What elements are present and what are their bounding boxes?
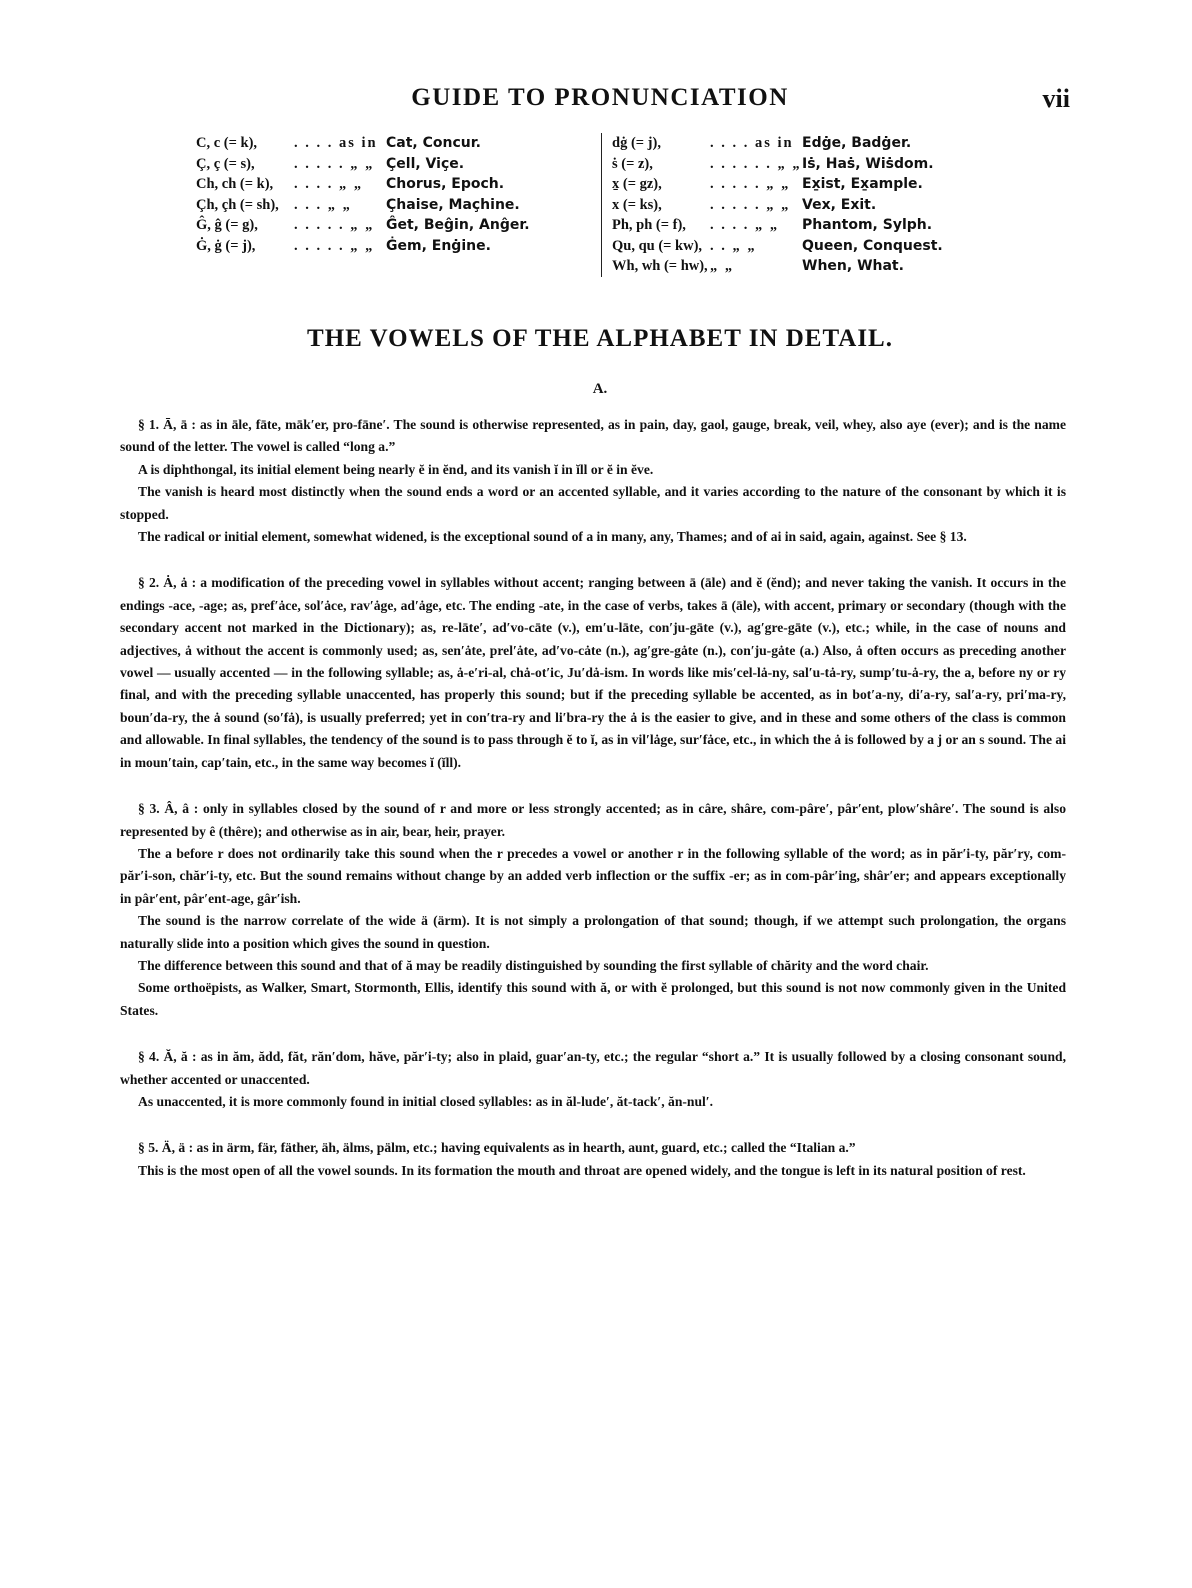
key-symbol: x (= ks), bbox=[612, 196, 662, 213]
section-paragraph-lead: § 4. Ă, ă : as in ăm, ădd, făt, răn′dom, hăve, păr′i-ty; also in plaid, guar′an-ty, etc.; the regular “short a.” It is usually followed by a closing consonant sound, whether accented or unaccented. bbox=[120, 1049, 1066, 1087]
key-row bbox=[612, 215, 1027, 236]
key-dots bbox=[294, 154, 386, 175]
key-row bbox=[612, 174, 1027, 195]
key-row bbox=[612, 236, 1027, 257]
key-column-right bbox=[601, 133, 1027, 277]
key-symbol: Ĝ, ĝ (= g), bbox=[196, 217, 258, 233]
key-symbol: dġ (= j), bbox=[612, 135, 661, 151]
section-paragraph: As unaccented, it is more commonly found in initial closed syllables: as in ăl-lude′, ăt-tack′, ăn-nul′. bbox=[138, 1093, 714, 1109]
key-dots bbox=[710, 215, 802, 236]
key-examples: Queen, Conquest. bbox=[802, 237, 943, 254]
key-row bbox=[612, 256, 1027, 277]
key-as-in: „ „ bbox=[755, 217, 780, 233]
key-row bbox=[196, 195, 591, 216]
key-dot-leader: . . . . bbox=[294, 176, 334, 192]
key-dot-leader: . . . . . bbox=[294, 237, 345, 254]
key-as-in: „ „ bbox=[766, 176, 791, 192]
key-dots bbox=[710, 256, 802, 277]
key-column-left bbox=[196, 133, 591, 256]
vowel-section bbox=[120, 1137, 1066, 1182]
key-row bbox=[196, 154, 591, 175]
key-symbol: Qu, qu (= kw), bbox=[612, 237, 703, 254]
section-paragraph: Some orthoëpists, as Walker, Smart, Stormonth, Ellis, identify this sound with ă, or with ĕ prolonged, but this sound is not now commonly given in the United States. bbox=[120, 980, 1066, 1018]
key-row bbox=[612, 154, 1027, 175]
key-examples: Iṡ, Haṡ, Wiṡdom. bbox=[802, 155, 934, 172]
section-paragraph: The vanish is heard most distinctly when the sound ends a word or an accented syllable, and it varies according to the nature of the consonant by which it is stopped. bbox=[120, 484, 1066, 522]
pronunciation-key-table bbox=[196, 133, 1016, 274]
section-paragraph-lead: § 2. Ȧ, ȧ : a modification of the preceding vowel in syllables without accent; ranging between ā (āle) and ĕ (ĕnd); and never taking the vanish. It occurs in the endings -ace, -age; as, pref′ȧce, sol′ȧce, rav′ȧge, ad′ȧge, etc. The ending -ate, in the case of verbs, takes ā (āle), with accent, primary or secondary (though with the secondary accent not marked in the Dictionary); as, re-lāte′, ad′vo-cāte (v.), em′u-lāte, con′ju-gāte (v.), ag′gre-gāte (v.), etc.; while, in the case of nouns and adjectives, ȧ without the accent is commonly used; as, sen′ȧte, prel′ȧte, ad′vo-cȧte (n.), ag′gre-gȧte (n.), con′ju-gȧte (a.) Also, ȧ often occurs as preceding another vowel — usually accented — in the following syllable; as, ȧ-e′ri-al, chȧ-ot′ic, Ju′dȧ-ism. In words like mis′cel-lȧ-ny, sal′u-tȧ-ry, sump′tu-ȧ-ry, the a, before ny or ry final, and with the preceding syllable unaccented, has properly this sound; but if the preceding syllable be accented, as in bot′a-ny, di′a-ry, sal′a-ry, pri′ma-ry, boun′da-ry, the ȧ sound (so′fȧ), is usually preferred; yet in con′tra-ry and li′bra-ry the ȧ is the easier to give, and in these and some others of the class is common and allowable. In final syllables, the tendency of the sound is to pass through ĕ to ĭ, as in vil′lȧge, sur′fȧce, etc., in which the ȧ is followed by a j or an s sound. The ai in moun′tain, cap′tain, etc., in the same way becomes ĭ (ĭll). bbox=[120, 575, 1066, 770]
key-symbol: Çh, çh (= sh), bbox=[196, 196, 279, 213]
key-examples: When, What. bbox=[802, 258, 904, 274]
key-as-in: „ „ bbox=[350, 237, 375, 254]
key-examples: Edġe, Badġer. bbox=[802, 135, 912, 151]
running-title: GUIDE TO PRONUNCIATION bbox=[411, 84, 789, 111]
page-number: vii bbox=[1042, 84, 1070, 113]
key-as-in: „ „ bbox=[777, 155, 802, 172]
key-dot-leader: . . . . bbox=[710, 135, 750, 151]
key-dot-leader: . . . . . bbox=[294, 217, 345, 233]
section-paragraph: A is diphthongal, its initial element being nearly ĕ in ĕnd, and its vanish ĭ in ĭll or ĕ in ĕve. bbox=[138, 461, 654, 477]
key-dot-leader: . . . . . . bbox=[710, 155, 772, 172]
vowel-section bbox=[120, 572, 1066, 774]
section-paragraph: This is the most open of all the vowel sounds. In its formation the mouth and throat are opened widely, and the tongue is left in its natural position of rest. bbox=[138, 1162, 1026, 1178]
key-dot-leader: . . . . bbox=[294, 135, 334, 151]
vowel-section bbox=[120, 798, 1066, 1022]
key-dots bbox=[710, 174, 802, 195]
key-row bbox=[196, 174, 591, 195]
key-dot-leader: . . bbox=[710, 237, 727, 254]
key-dots bbox=[294, 215, 386, 236]
key-as-in: as in bbox=[755, 135, 794, 151]
section-paragraph-lead: § 1. Ā, ā : as in āle, fāte, māk′er, pro-fāne′. The sound is otherwise represented, as in pain, day, gaol, gauge, break, veil, whey, also aye (ever); and is the name sound of the letter. The vowel is called “long a.” bbox=[120, 417, 1066, 455]
key-dots bbox=[294, 174, 386, 195]
key-dots bbox=[710, 236, 802, 257]
key-row bbox=[612, 133, 1027, 154]
key-dots bbox=[294, 133, 386, 154]
key-dot-leader: . . . . . bbox=[710, 196, 761, 213]
key-symbol: Ġ, ġ (= j), bbox=[196, 237, 256, 254]
section-paragraph: The radical or initial element, somewhat widened, is the exceptional sound of a in many, any, Thames; and of ai in said, again, against. See § 13. bbox=[138, 529, 967, 545]
section-paragraph: The difference between this sound and that of ă may be readily distinguished by sounding the first syllable of chărity and the word chair. bbox=[138, 957, 929, 973]
key-examples: Çhaise, Maçhine. bbox=[386, 196, 520, 213]
key-as-in: „ „ bbox=[339, 176, 364, 192]
key-examples: Ġem, Enġine. bbox=[386, 237, 491, 254]
vowel-section bbox=[120, 414, 1066, 548]
section-paragraph: The sound is the narrow correlate of the wide ä (ärm). It is not simply a prolongation of that sound; though, if we attempt such prolongation, the organs naturally slide into a position which gives the sound in question. bbox=[120, 913, 1066, 951]
key-as-in: „ „ bbox=[350, 155, 375, 172]
page-header bbox=[120, 84, 1080, 124]
key-symbol: Ç, ç (= s), bbox=[196, 155, 255, 172]
key-row bbox=[196, 133, 591, 154]
key-symbol: Ph, ph (= f), bbox=[612, 217, 686, 233]
key-dot-leader: . . . . . bbox=[294, 155, 345, 172]
key-as-in: as in bbox=[339, 135, 378, 151]
key-examples: Çell, Viçe. bbox=[386, 155, 465, 172]
key-symbol: C, c (= k), bbox=[196, 135, 258, 151]
section-title: THE VOWELS OF THE ALPHABET IN DETAIL. bbox=[307, 325, 893, 352]
section-paragraph-lead: § 5. Ä, ä : as in ärm, fär, fäther, äh, älms, pälm, etc.; having equivalents as in hearth, aunt, guard, etc.; called the “Italian a.” bbox=[138, 1140, 856, 1156]
key-dots bbox=[294, 236, 386, 257]
key-symbol: Wh, wh (= hw), bbox=[612, 258, 708, 274]
key-examples: Ex̱ist, Ex̱ample. bbox=[802, 176, 923, 192]
key-row bbox=[196, 236, 591, 257]
key-row bbox=[612, 195, 1027, 216]
key-row bbox=[196, 215, 591, 236]
key-dots bbox=[294, 195, 386, 216]
key-symbol: ṡ (= z), bbox=[612, 155, 653, 172]
key-dots bbox=[710, 133, 802, 154]
key-examples: Ĝet, Beĝin, Anĝer. bbox=[386, 217, 530, 233]
body-text bbox=[120, 414, 1066, 1206]
key-dot-leader: . . . . bbox=[710, 217, 750, 233]
key-as-in: „ „ bbox=[732, 237, 757, 254]
key-examples: Phantom, Sylph. bbox=[802, 217, 933, 233]
key-dot-leader: . . . . . bbox=[710, 176, 761, 192]
key-as-in: „ „ bbox=[710, 258, 735, 274]
key-dot-leader: . . . bbox=[294, 196, 323, 213]
key-as-in: „ „ bbox=[350, 217, 375, 233]
key-as-in: „ „ bbox=[327, 196, 352, 213]
key-symbol: Ch, ch (= k), bbox=[196, 176, 274, 192]
key-dots bbox=[710, 195, 802, 216]
key-examples: Chorus, Epoch. bbox=[386, 176, 505, 192]
key-as-in: „ „ bbox=[766, 196, 791, 213]
section-paragraph-lead: § 3. Â, â : only in syllables closed by the sound of r and more or less strongly accented; as in câre, shâre, com-pâre′, pâr′ent, plow′shâre′. The sound is also represented by ê (thêre); and otherwise as in air, bear, heir, prayer. bbox=[120, 801, 1066, 839]
section-paragraph: The a before r does not ordinarily take this sound when the r precedes a vowel or another r in the following syllable of the word; as in păr′i-ty, păr′ry, com-păr′i-son, chăr′i-ty, etc. But the sound remains without change by an added verb inflection or the suffix -er; as in com-pâr′ing, shâr′er; and appears exceptionally in pâr′ent, pâr′ent-age, gâr′ish. bbox=[120, 845, 1066, 906]
key-examples: Cat, Concur. bbox=[386, 135, 481, 151]
key-symbol: x̱ (= gz), bbox=[612, 176, 662, 192]
key-examples: Vex, Exit. bbox=[802, 196, 877, 213]
key-dots bbox=[710, 154, 802, 175]
vowel-section bbox=[120, 1046, 1066, 1113]
letter-heading: A. bbox=[592, 381, 608, 397]
